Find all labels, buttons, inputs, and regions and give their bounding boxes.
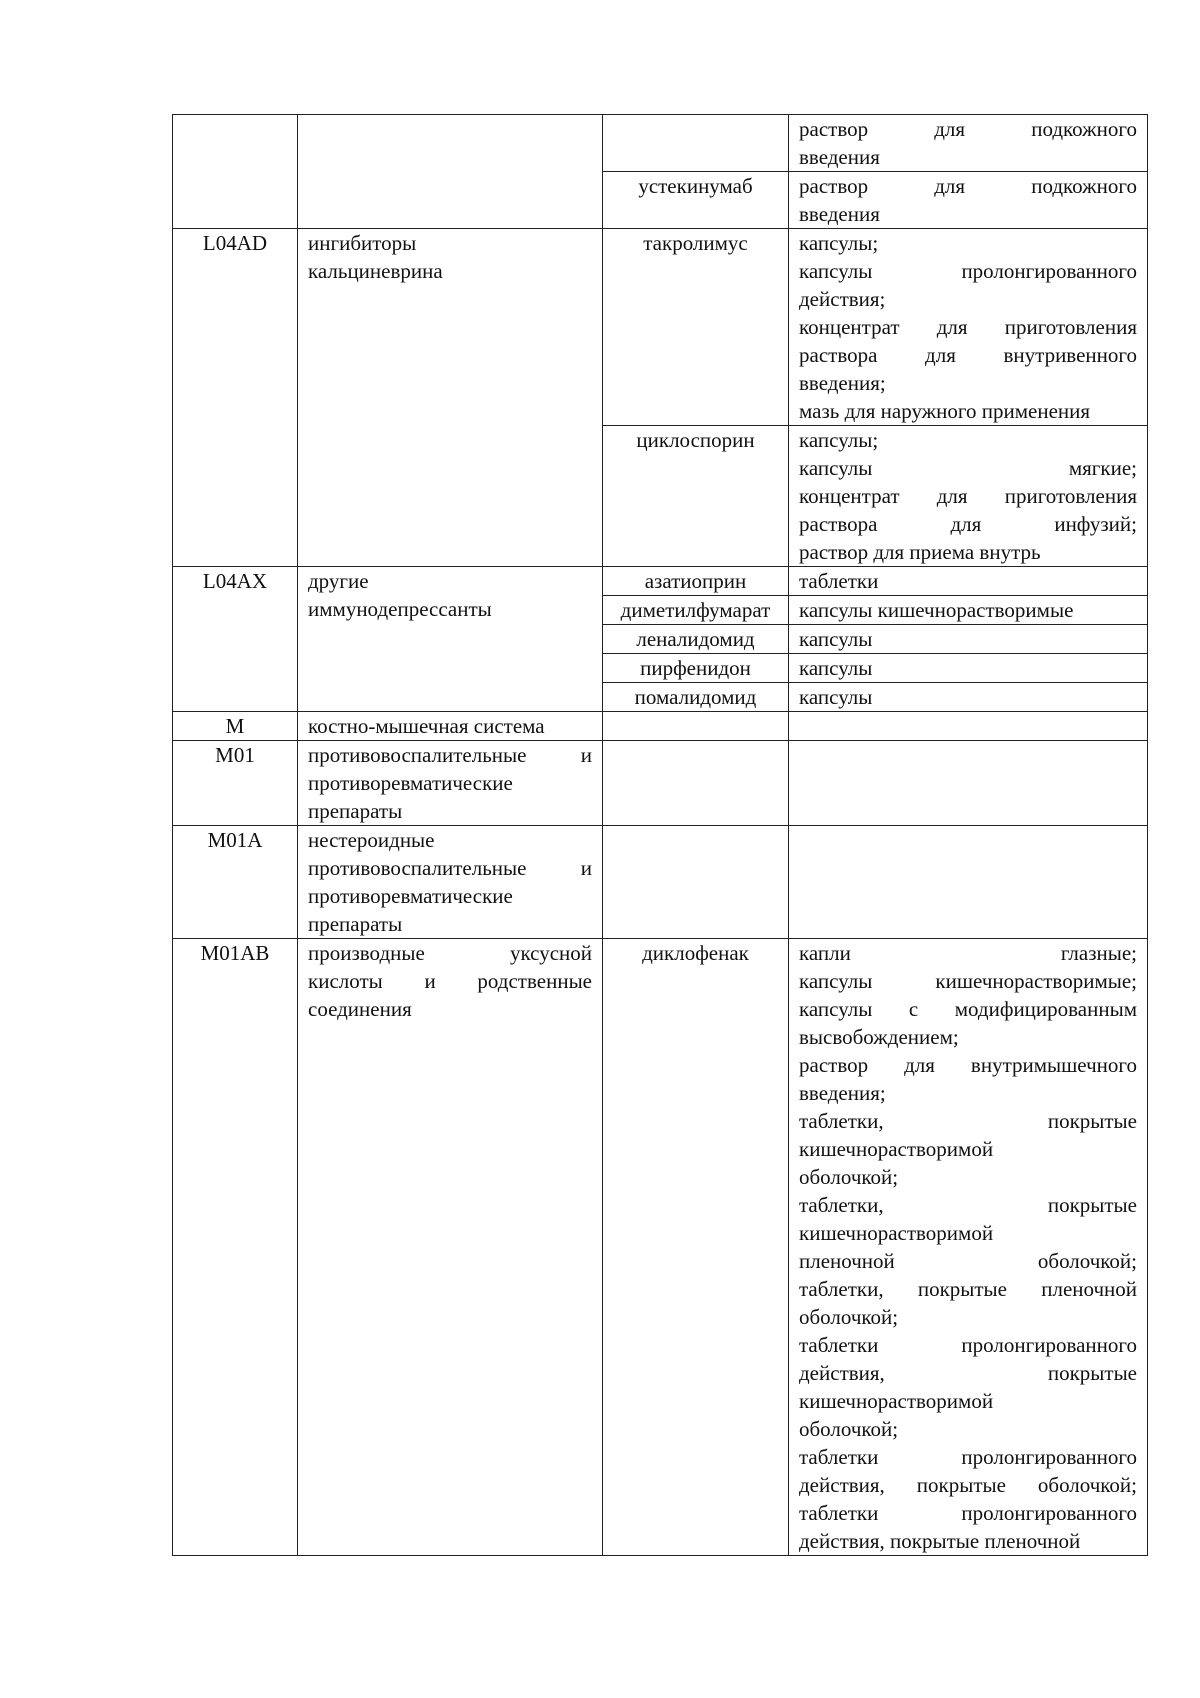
table-row	[173, 229, 1148, 426]
dosage-form-line: введения;	[799, 1081, 886, 1105]
dosage-form-line: введения	[799, 202, 880, 226]
dosage-form-cell	[789, 115, 1148, 172]
dosage-form-line: кишечнорастворимой	[799, 1137, 994, 1161]
dosage-form-cell	[789, 654, 1148, 683]
atc-code-cell: M	[173, 712, 298, 741]
dosage-form-line: кишечнорастворимой	[799, 1389, 994, 1413]
dosage-form-line: капсулы кишечнорастворимые	[799, 598, 1074, 622]
group-name-line: препараты	[308, 912, 403, 936]
dosage-form-line: оболочкой;	[799, 1417, 899, 1441]
group-cell	[298, 741, 603, 826]
atc-code-cell: M01	[173, 741, 298, 826]
inn-cell	[603, 741, 789, 826]
dosage-form-line: таблетки, покрытые пленочной	[799, 1277, 1137, 1301]
table-row	[173, 712, 1148, 741]
table-row	[173, 567, 1148, 596]
dosage-form-line: действия;	[799, 287, 886, 311]
dosage-form-line: кишечнорастворимой	[799, 1221, 994, 1245]
group-name-line: кислоты и родственные	[308, 969, 592, 993]
dosage-form-line: капсулы;	[799, 428, 879, 452]
dosage-form-line: раствор для подкожного	[799, 117, 1137, 141]
dosage-form-line: капсулы кишечнорастворимые;	[799, 969, 1137, 993]
dosage-form-line: капсулы	[799, 656, 873, 680]
dosage-form-line: капсулы	[799, 685, 873, 709]
dosage-form-line: раствор для подкожного	[799, 174, 1137, 198]
atc-code-cell	[173, 115, 298, 229]
inn-cell: диклофенак	[603, 939, 789, 1556]
group-cell	[298, 229, 603, 567]
dosage-form-line: оболочкой;	[799, 1305, 899, 1329]
group-cell	[298, 712, 603, 741]
dosage-form-line: введения	[799, 145, 880, 169]
inn-cell: пирфенидон	[603, 654, 789, 683]
dosage-form-line: раствор для приема внутрь	[799, 540, 1041, 564]
dosage-form-line: капсулы с модифицированным	[799, 997, 1137, 1021]
group-name-line: иммунодепрессанты	[308, 597, 492, 621]
document-page	[172, 114, 1147, 1556]
dosage-form-cell	[789, 229, 1148, 426]
drug-list-table	[172, 114, 1148, 1556]
group-name-line: соединения	[308, 997, 412, 1021]
inn-cell	[603, 115, 789, 172]
inn-cell: помалидомид	[603, 683, 789, 712]
dosage-form-line: таблетки	[799, 569, 879, 593]
dosage-form-line: капсулы	[799, 627, 873, 651]
dosage-form-line: мазь для наружного применения	[799, 399, 1091, 423]
dosage-form-line: капсулы пролонгированного	[799, 259, 1137, 283]
group-cell	[298, 115, 603, 229]
dosage-form-line: капли глазные;	[799, 941, 1137, 965]
dosage-form-cell	[789, 172, 1148, 229]
atc-code-cell: M01A	[173, 826, 298, 939]
group-cell	[298, 939, 603, 1556]
dosage-form-cell	[789, 712, 1148, 741]
dosage-form-line: раствора для внутривенного	[799, 343, 1137, 367]
dosage-form-line: таблетки, покрытые	[799, 1109, 1137, 1133]
dosage-form-line: таблетки пролонгированного	[799, 1333, 1137, 1357]
group-name-line: ингибиторы	[308, 231, 417, 255]
atc-code-cell: L04AD	[173, 229, 298, 567]
inn-cell	[603, 712, 789, 741]
dosage-form-cell	[789, 741, 1148, 826]
drug-list-body	[173, 115, 1148, 1556]
dosage-form-cell	[789, 596, 1148, 625]
inn-cell	[603, 826, 789, 939]
group-name-line: противовоспалительные и	[308, 856, 592, 880]
group-name-line: противоревматические	[308, 884, 513, 908]
dosage-form-line: капсулы мягкие;	[799, 456, 1137, 480]
group-name-line: другие	[308, 569, 369, 593]
inn-cell: леналидомид	[603, 625, 789, 654]
dosage-form-line: раствор для внутримышечного	[799, 1053, 1137, 1077]
dosage-form-cell	[789, 939, 1148, 1556]
group-name-line: кальциневрина	[308, 259, 443, 283]
dosage-form-line: концентрат для приготовления	[799, 484, 1137, 508]
group-cell	[298, 567, 603, 712]
group-name-line: противовоспалительные и	[308, 743, 592, 767]
table-row	[173, 826, 1148, 939]
dosage-form-line: капсулы;	[799, 231, 879, 255]
dosage-form-line: концентрат для приготовления	[799, 315, 1137, 339]
dosage-form-line: действия, покрытые пленочной	[799, 1529, 1081, 1553]
group-name-line: производные уксусной	[308, 941, 592, 965]
dosage-form-line: действия, покрытые оболочкой;	[799, 1473, 1137, 1497]
dosage-form-line: введения;	[799, 371, 886, 395]
dosage-form-line: высвобождением;	[799, 1025, 959, 1049]
inn-cell: устекинумаб	[603, 172, 789, 229]
dosage-form-line: действия, покрытые	[799, 1361, 1137, 1385]
atc-code-cell: M01AB	[173, 939, 298, 1556]
dosage-form-line: оболочкой;	[799, 1165, 899, 1189]
group-cell	[298, 826, 603, 939]
dosage-form-line: таблетки пролонгированного	[799, 1501, 1137, 1525]
inn-cell: циклоспорин	[603, 426, 789, 567]
group-name-line: костно-мышечная система	[308, 714, 545, 738]
inn-cell: азатиоприн	[603, 567, 789, 596]
dosage-form-cell	[789, 567, 1148, 596]
inn-cell: такролимус	[603, 229, 789, 426]
dosage-form-line: таблетки, покрытые	[799, 1193, 1137, 1217]
group-name-line: препараты	[308, 799, 403, 823]
dosage-form-line: пленочной оболочкой;	[799, 1249, 1137, 1273]
atc-code-cell: L04AX	[173, 567, 298, 712]
group-name-line: нестероидные	[308, 828, 435, 852]
dosage-form-line: раствора для инфузий;	[799, 512, 1137, 536]
group-name-line: противоревматические	[308, 771, 513, 795]
table-row	[173, 939, 1148, 1556]
dosage-form-cell	[789, 426, 1148, 567]
dosage-form-cell	[789, 683, 1148, 712]
dosage-form-line: таблетки пролонгированного	[799, 1445, 1137, 1469]
dosage-form-cell	[789, 826, 1148, 939]
table-row	[173, 741, 1148, 826]
dosage-form-cell	[789, 625, 1148, 654]
table-row	[173, 115, 1148, 172]
inn-cell: диметилфумарат	[603, 596, 789, 625]
